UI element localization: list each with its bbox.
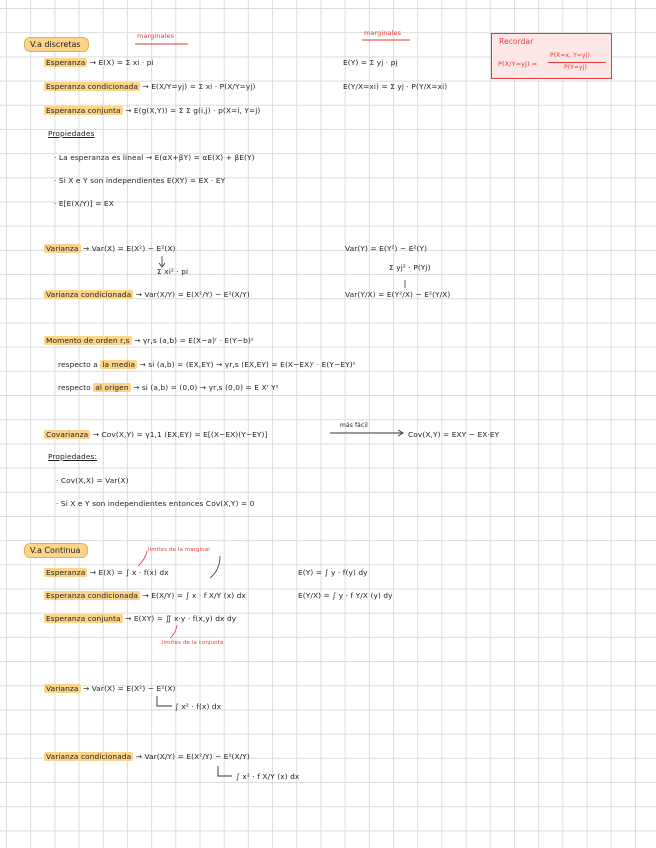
cprop-2: · Si X e Y son independientes entonces Cov(X,Y) = 0 (56, 499, 255, 508)
cespc-label: Esperanza condicionada (46, 591, 139, 600)
var-label: Varianza (46, 244, 79, 253)
cov-row (44, 430, 268, 440)
var-sub: Σ xi² · pi (157, 267, 189, 276)
cvar-sub: ∫ x² · f(x) dx (175, 702, 222, 711)
cvar-label: Varianza (46, 684, 79, 693)
section-continuous: V.a Continua (24, 543, 88, 558)
note-marginales-left: marginales (137, 32, 175, 40)
mom-row (44, 336, 254, 346)
section-discrete: V.a discretas (24, 37, 89, 52)
prop-1: · La esperanza es lineal → E(αX+βY) = αE(X) + βE(Y) (54, 153, 255, 162)
reminder-denominator: P(Y=yj) (564, 64, 587, 71)
cvarc-label: Varianza condicionada (46, 752, 132, 761)
mom-formula: → γr,s (a,b) = E(X−a)ʳ · E(Y−b)ˢ (134, 336, 254, 345)
varc-label: Varianza condicionada (46, 290, 132, 299)
reminder-box (491, 33, 612, 79)
cvar-row (44, 684, 176, 694)
esp-right: E(Y) = Σ yj · pj (343, 58, 398, 67)
espj-label: Esperanza conjunta (46, 106, 121, 115)
mom-media-post: → si (a,b) = (EX,EY) → γr,s (EX,EY) = E(X−EX)ʳ · E(Y−EY)ˢ (139, 360, 356, 369)
espj-formula: → E(g(X,Y)) = Σ Σ g(i,j) · p(X=i, Y=j) (125, 106, 261, 115)
mom-origen-hl: al origen (95, 383, 129, 392)
cprop-1: · Cov(X,X) = Var(X) (56, 476, 129, 485)
prop2-title: Propiedades: (48, 452, 98, 461)
cvarc-formula: → Var(X/Y) = E(X²/Y) − E²(X/Y) (135, 752, 250, 761)
var-right: Var(Y) = E(Y²) − E²(Y) (345, 244, 428, 253)
espc-label: Esperanza condicionada (46, 82, 139, 91)
cvar-formula: → Var(X) = E(X²) − E²(X) (82, 684, 176, 693)
mom-media-hl: la media (102, 360, 136, 369)
prop-3: · E[E(X/Y)] = EX (54, 199, 114, 208)
cov-formula: → Cov(X,Y) = γ1,1 (EX,EY) = E[(X−EX)(Y−EY)] (92, 430, 268, 439)
reminder-lhs: P(X/Y=yj) = (498, 60, 538, 68)
cespc-right: E(Y/X) = ∫ y · f Y/X (y) dy (298, 591, 393, 600)
prop-title: Propiedades (48, 129, 95, 138)
mom-origen-pre: respecto (58, 383, 91, 392)
esp-row (44, 58, 154, 68)
varc-right: Var(Y/X) = E(Y²/X) − E²(Y/X) (345, 290, 451, 299)
cesp-row (44, 568, 169, 578)
cesp-right: E(Y) = ∫ y · f(y) dy (298, 568, 368, 577)
cov-label: Covarianza (46, 430, 89, 439)
cvarc-row (44, 752, 250, 762)
mom-media-row (58, 360, 356, 370)
esp-label: Esperanza (46, 58, 86, 67)
mom-media-pre: respecto a (58, 360, 98, 369)
reminder-title: Recordar (499, 37, 534, 46)
cespj-label: Esperanza conjunta (46, 614, 121, 623)
espj-row (44, 106, 260, 116)
cespc-formula: → E(X/Y) = ∫ x · f X/Y (x) dx (142, 591, 246, 600)
cesp-formula: → E(X) = ∫ x · f(x) dx (89, 568, 169, 577)
varc-formula: → Var(X/Y) = E(X²/Y) − E²(X/Y) (135, 290, 250, 299)
cespj-formula: → E(XY) = ∬ x·y · f(x,y) dx dy (125, 614, 237, 623)
mom-origen-post: → si (a,b) = (0,0) → γr,s (0,0) = E Xʳ Yˢ (133, 383, 279, 392)
esp-formula: → E(X) = Σ xi · pi (89, 58, 154, 67)
note-limites-conjunta: limites de la conjunta (162, 640, 224, 646)
cespc-row (44, 591, 246, 601)
var-row (44, 244, 176, 254)
reminder-numerator: P(X=x, Y=yj) (550, 52, 590, 59)
prop-2: · Si X e Y son independientes E(XY) = EX · EY (54, 176, 226, 185)
mom-label: Momento de orden r,s (46, 336, 130, 345)
cov-right: Cov(X,Y) = EXY − EX·EY (408, 430, 500, 439)
var-right-sub: Σ yj² · P(Yj) (389, 263, 431, 272)
mom-origen-row (58, 383, 279, 393)
varc-row (44, 290, 250, 300)
note-mas-facil: más fácil (340, 422, 368, 429)
cvarc-sub: ∫ x² · f X/Y (x) dx (236, 772, 300, 781)
note-limites-marginal: limites de la marginal (148, 547, 210, 553)
espc-right: E(Y/X=xi) = Σ yj · P(Y/X=xi) (343, 82, 448, 91)
espc-formula: → E(X/Y=yj) = Σ xi · P(X/Y=yj) (142, 82, 256, 91)
cespj-row (44, 614, 236, 624)
note-marginales-right: marginales (364, 29, 402, 37)
cesp-label: Esperanza (46, 568, 86, 577)
var-formula: → Var(X) = E(X²) − E²(X) (82, 244, 176, 253)
espc-row (44, 82, 255, 92)
